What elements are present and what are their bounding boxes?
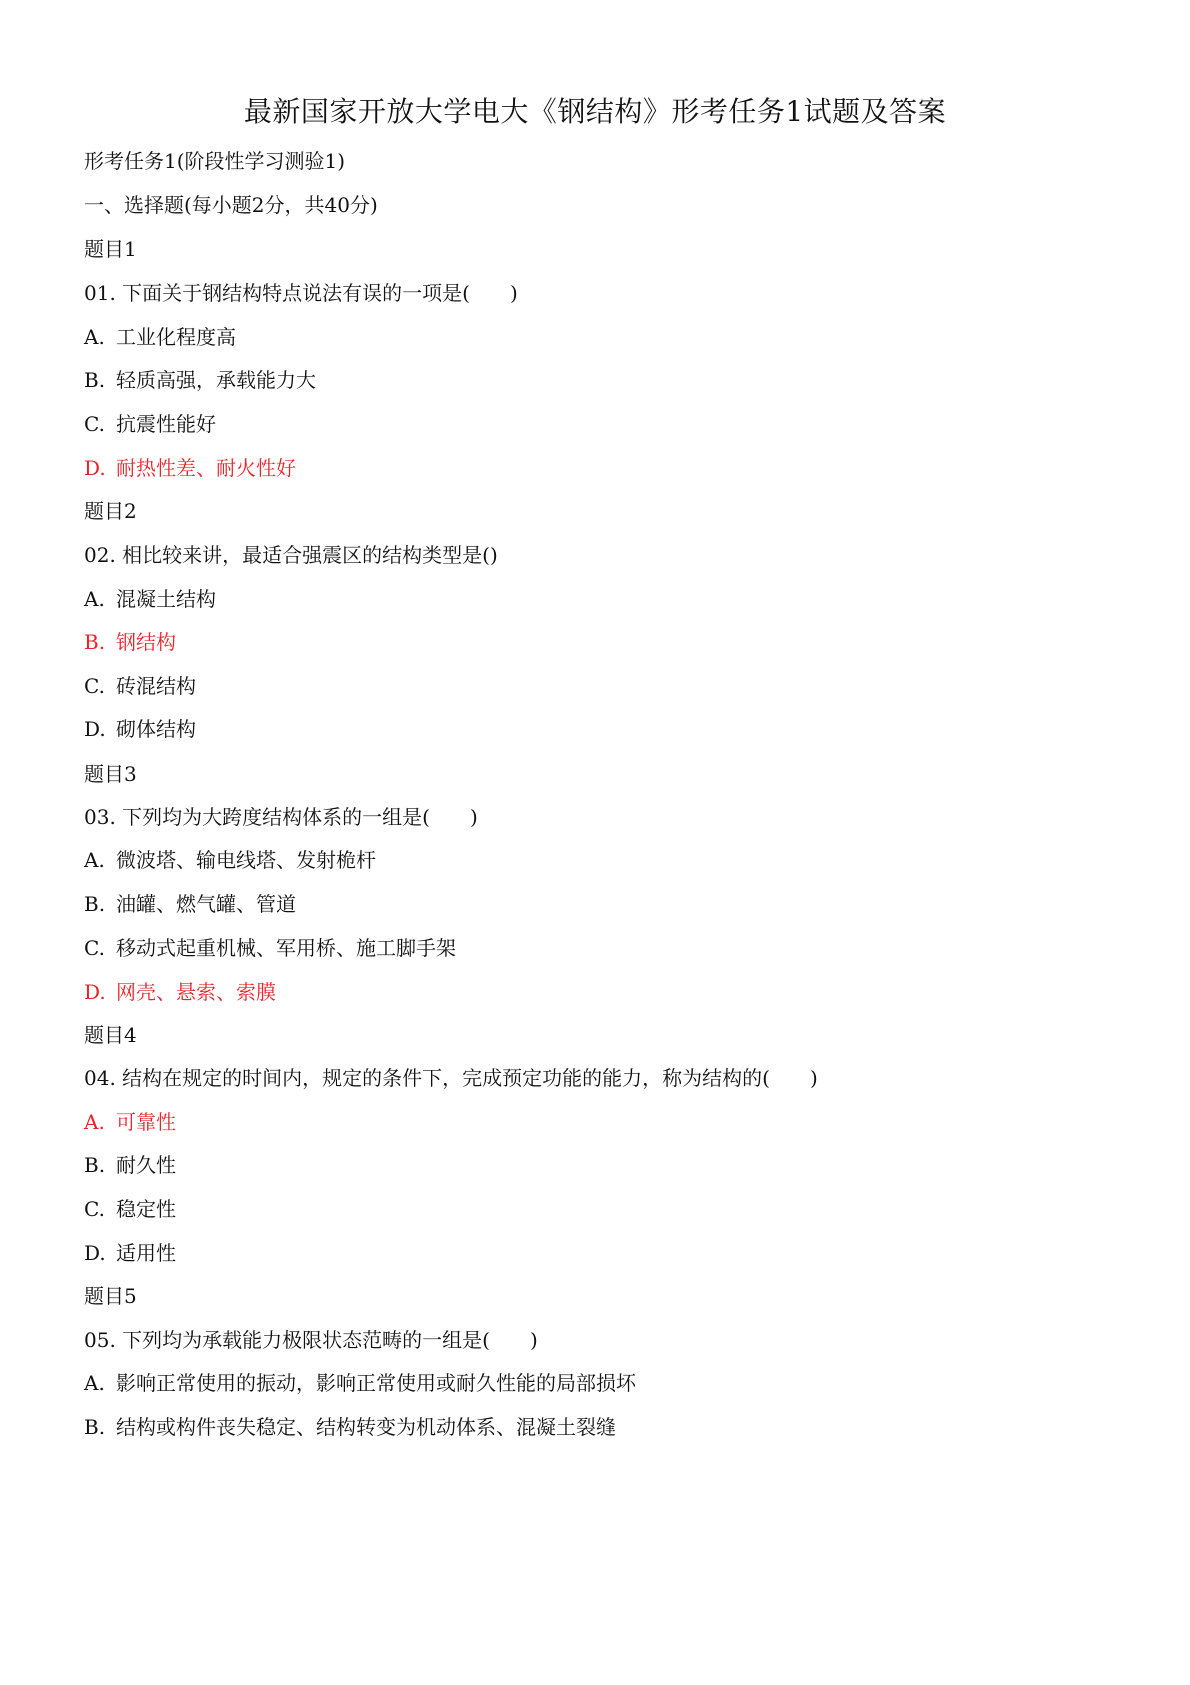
answer-option bbox=[84, 323, 236, 351]
question-stem: 04. 结构在规定的时间内，规定的条件下，完成预定功能的能力，称为结构的( ) bbox=[84, 1066, 818, 1090]
option-letter: A. bbox=[84, 1110, 105, 1134]
option-letter: D. bbox=[84, 456, 106, 480]
option-letter: A. bbox=[84, 587, 105, 611]
option-text: 网壳、悬索、索膜 bbox=[116, 980, 276, 1004]
question-label: 题目1 bbox=[84, 237, 137, 261]
answer-option bbox=[84, 672, 196, 700]
option-text: 影响正常使用的振动，影响正常使用或耐久性能的局部损坏 bbox=[116, 1371, 636, 1395]
answer-option bbox=[84, 1413, 616, 1441]
option-text: 移动式起重机械、军用桥、施工脚手架 bbox=[116, 936, 456, 960]
option-text: 轻质高强，承载能力大 bbox=[116, 368, 316, 392]
answer-option bbox=[84, 1195, 176, 1223]
option-letter: B. bbox=[84, 892, 106, 916]
option-text: 可靠性 bbox=[116, 1110, 176, 1134]
answer-option bbox=[84, 1239, 176, 1267]
option-text: 耐热性差、耐火性好 bbox=[116, 456, 296, 480]
option-letter: B. bbox=[84, 1153, 106, 1177]
correct-answer-option bbox=[84, 978, 276, 1006]
option-letter: D. bbox=[84, 1241, 106, 1265]
correct-answer-option bbox=[84, 454, 296, 482]
option-letter: C. bbox=[84, 674, 105, 698]
option-letter: C. bbox=[84, 936, 105, 960]
answer-option bbox=[84, 846, 376, 874]
option-text: 耐久性 bbox=[116, 1153, 176, 1177]
option-letter: B. bbox=[84, 1415, 106, 1439]
option-text: 微波塔、输电线塔、发射桅杆 bbox=[116, 848, 376, 872]
question-stem: 05. 下列均为承载能力极限状态范畴的一组是( ) bbox=[84, 1328, 538, 1352]
option-text: 稳定性 bbox=[116, 1197, 176, 1221]
option-letter: B. bbox=[84, 368, 106, 392]
answer-option bbox=[84, 715, 196, 743]
option-text: 适用性 bbox=[116, 1241, 176, 1265]
question-stem: 02. 相比较来讲，最适合强震区的结构类型是() bbox=[84, 543, 498, 567]
option-text: 油罐、燃气罐、管道 bbox=[116, 892, 296, 916]
question-label: 题目2 bbox=[84, 499, 137, 523]
option-letter: A. bbox=[84, 848, 105, 872]
correct-answer-option bbox=[84, 628, 176, 656]
answer-option bbox=[84, 890, 296, 918]
question-stem: 01. 下面关于钢结构特点说法有误的一项是( ) bbox=[84, 281, 518, 305]
answer-option bbox=[84, 1369, 636, 1397]
answer-option bbox=[84, 934, 456, 962]
option-text: 钢结构 bbox=[116, 630, 176, 654]
option-text: 抗震性能好 bbox=[116, 412, 216, 436]
option-letter: C. bbox=[84, 412, 105, 436]
option-letter: C. bbox=[84, 1197, 105, 1221]
option-text: 混凝土结构 bbox=[116, 587, 216, 611]
answer-option bbox=[84, 1151, 176, 1179]
option-letter: A. bbox=[84, 1371, 105, 1395]
option-letter: D. bbox=[84, 980, 106, 1004]
option-letter: D. bbox=[84, 717, 106, 741]
answer-option bbox=[84, 585, 216, 613]
option-text: 工业化程度高 bbox=[116, 325, 236, 349]
option-letter: B. bbox=[84, 630, 106, 654]
document-title: 最新国家开放大学电大《钢结构》形考任务1试题及答案 bbox=[243, 95, 947, 128]
question-stem: 03. 下列均为大跨度结构体系的一组是( ) bbox=[84, 805, 478, 829]
answer-option bbox=[84, 410, 216, 438]
question-label: 题目4 bbox=[84, 1023, 137, 1047]
option-text: 砖混结构 bbox=[116, 674, 196, 698]
option-text: 砌体结构 bbox=[116, 717, 196, 741]
question-label: 题目3 bbox=[84, 762, 137, 786]
option-text: 结构或构件丧失稳定、结构转变为机动体系、混凝土裂缝 bbox=[116, 1415, 616, 1439]
answer-option bbox=[84, 366, 316, 394]
correct-answer-option bbox=[84, 1108, 176, 1136]
option-letter: A. bbox=[84, 325, 105, 349]
section-heading: 一、选择题(每小题2分，共40分) bbox=[84, 193, 378, 217]
question-label: 题目5 bbox=[84, 1284, 137, 1308]
task-subtitle: 形考任务1(阶段性学习测验1) bbox=[84, 149, 346, 173]
